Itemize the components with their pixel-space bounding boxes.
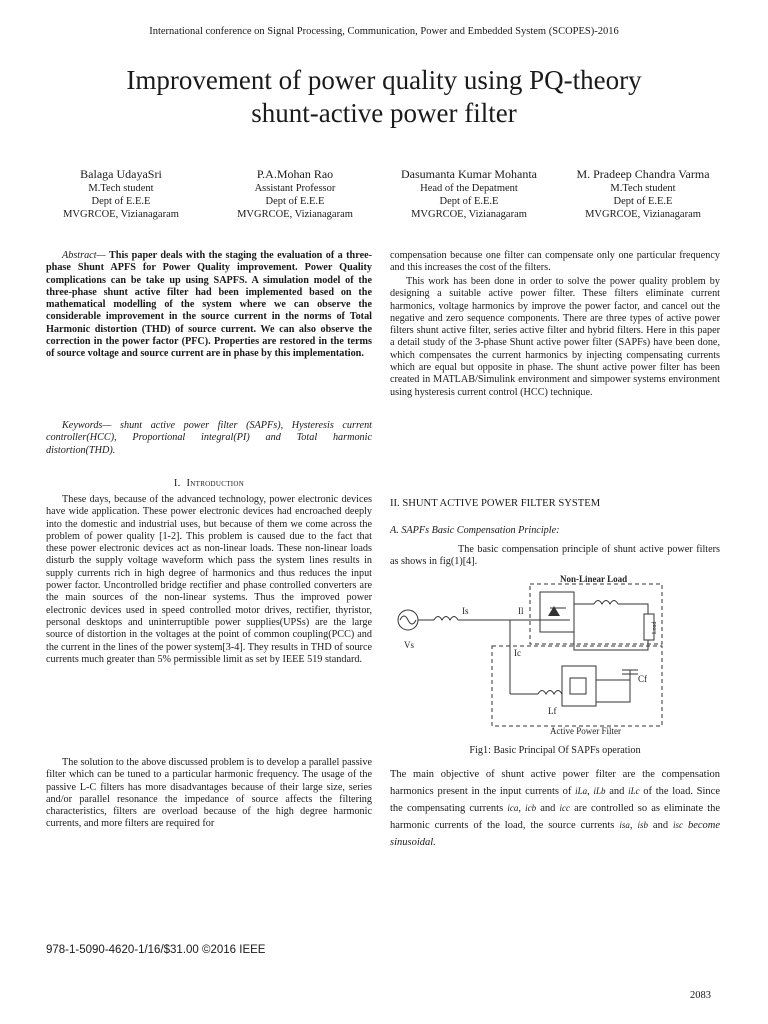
- math-iLa: iLa: [575, 786, 588, 796]
- author-dept: Dept of E.E.E: [613, 196, 673, 207]
- fig-label-vs: Vs: [404, 640, 415, 650]
- math-isb: isb: [637, 820, 648, 830]
- author-affil: MVGRCOE, Vizianagaram: [585, 209, 701, 220]
- author-4: [558, 166, 728, 221]
- author-name: P.A.Mohan Rao: [256, 167, 334, 181]
- math-icb: icb: [525, 803, 537, 813]
- author-dept: Dept of E.E.E: [91, 196, 151, 207]
- keywords-text: shunt active power filter (SAPFs), Hysteresis current controller(HCC), Proportional integral(PI) and Total harmonic distortion(THD).: [46, 420, 372, 456]
- intro-paragraph-2: The solution to the above discussed problem is to develop a parallel passive filter which can be tuned to a particular harmonic frequency. The usage of the passive L-C filters has more disadvantages because of their large size, series and/or parallel resonance the impedance of source affects the filtering characteristics, filters are overload because of the high degree harmonic currents, and more filters are required for: [46, 757, 372, 830]
- source-inductor-icon: [434, 617, 458, 621]
- figure-caption: Fig1: Basic Principal Of SAPFs operation: [469, 745, 641, 756]
- keywords: [46, 420, 372, 457]
- conference-header: International conference on Signal Processing, Communication, Power and Embedded System (SCOPES)-2016: [149, 26, 619, 37]
- paper-title: [40, 64, 728, 130]
- math-iLb: iLb: [593, 786, 606, 796]
- footer-isbn: 978-1-5090-4620-1/16/$31.00 ©2016 IEEE: [46, 944, 266, 956]
- abstract: [46, 250, 372, 361]
- author-role: Assistant Professor: [254, 183, 336, 194]
- math-isa: isa: [619, 820, 630, 830]
- fig-label-is: Is: [462, 606, 469, 616]
- load-inductor-icon: [594, 601, 618, 605]
- author-affil: MVGRCOE, Vizianagaram: [237, 209, 353, 220]
- math-iLc: iLc: [628, 786, 640, 796]
- fig-label-cf: Cf: [638, 674, 647, 684]
- keywords-label: Keywords—: [62, 420, 112, 431]
- fig-label-il: Il: [518, 606, 524, 616]
- author-name: Balaga UdayaSri: [80, 167, 162, 181]
- fig-label-lf: Lf: [548, 706, 557, 716]
- author-affil: MVGRCOE, Vizianagaram: [411, 209, 527, 220]
- sine-wave-icon: [400, 616, 416, 624]
- math-icc: icc: [559, 803, 570, 813]
- fig-label-load: Load: [652, 621, 658, 634]
- author-dept: Dept of E.E.E: [265, 196, 325, 207]
- abstract-text: This paper deals with the staging the evaluation of a three- phase Shunt APFS for Power Quality improvement. Power Quality complications can be take up using SAPFS. A simulation model of the three-phase shunt active filter had been implemented based on the mathematical modelling of the system where we can observe the considerable improvement in the source current in the norms of Total Harmonic distortion (THD) of source current. We can also observe the correction in the power factor (PFC). Properties are restored in the terms of source voltage and source current are in phase by this implementation.: [46, 250, 372, 360]
- author-name: Dasumanta Kumar Mohanta: [401, 167, 537, 181]
- section-1-heading: [46, 478, 372, 490]
- inverter-block: [562, 666, 596, 706]
- author-2: [220, 166, 370, 221]
- main-objective-paragraph: The main objective of shunt active power filter are the compensation harmonics present in the input currents of iLa, iLb and iLc of the load. Since the compensating currents ica, icb and icc are controlled so as eliminate the harmonic currents of the load, the source currents isa, isb and isc become sinusoidal.: [390, 769, 721, 848]
- right-paragraph-2: This work has been done in order to solve the power quality problem by designing a suitable active power filter. These filters eliminate current harmonics, voltage harmonics by improve the power factor, and cancel out the negative and zero sequence components. There are three types of active power filters shunt active filter, series active filter and hybrid filters. Here in this paper a detail study of the 3-phase Shunt active power filter (SAPFs) have been done, which compensates the current harmonics by injecting compensating currents which are equal but opposite in phase. The shunt active power filter has been created in MATLAB/Simulink environment and simpower systems environment using hysteresis current control (HCC) technique.: [390, 276, 720, 398]
- sapf-circuit-diagram: [390, 574, 672, 736]
- math-isc: isc: [673, 820, 684, 830]
- fig-label-nonlinear-load: Non-Linear Load: [560, 574, 628, 584]
- sapf-intro: The basic compensation principle of shunt active power filters as shows in fig(1)[4].: [390, 544, 720, 568]
- author-1: [46, 166, 196, 221]
- title-line-1: Improvement of power quality using PQ-theory: [126, 65, 642, 95]
- fig-label-apf: Active Power Filter: [550, 726, 621, 736]
- page-number: 2083: [690, 990, 711, 1001]
- fig-label-ic: Ic: [514, 648, 521, 658]
- math-ica: ica: [507, 803, 519, 813]
- section-title: Introduction: [186, 478, 245, 489]
- filter-inductor-icon: [538, 691, 562, 695]
- intro-paragraph-1: These days, because of the advanced technology, power electronic devices have wide application. These power electronic devices had encroached deeply into the domestic and industrial uses, but because of them we come across the problem of power quality [1-2]. This problem is caused due to the fact that these power electronic devices act as non-linear loads. These non-linear loads disturb the supply voltage waveform which pass the system lines results in supply currents rich in high degree of harmonics and thus reduces the input power factor. Uncontrolled bridge rectifier and phase controlled converters are the main sources of the non-linear systems. Thus the improved power electronic devices used in speed controlled motor drives, rectifier, thyristor, personal desktops and uninterruptible power supplies(UPSs) are the large source of distortion in the voltages at the point of common coupling(PCC) and the current in the lines of the power system[3-4]. They results in THD of source currents much greater than 5% permissible limit as set by IEEE 519 standard.: [46, 494, 372, 665]
- title-line-2: shunt-active power filter: [251, 98, 517, 128]
- author-affil: MVGRCOE, Vizianagaram: [63, 209, 179, 220]
- author-name: M. Pradeep Chandra Varma: [576, 167, 710, 181]
- author-role: M.Tech student: [88, 183, 154, 194]
- section-number: I.: [173, 478, 181, 489]
- author-3: [384, 166, 554, 221]
- author-role: Head of the Depatment: [420, 183, 518, 194]
- apf-boundary: [492, 646, 662, 726]
- right-paragraph-1: compensation because one filter can compensate only one particular frequency and this increases the cost of the filters.: [390, 250, 720, 274]
- abstract-label: Abstract—: [62, 250, 106, 261]
- author-role: M.Tech student: [610, 183, 676, 194]
- subsection-a-heading: A. SAPFs Basic Compensation Principle:: [390, 525, 560, 536]
- author-dept: Dept of E.E.E: [439, 196, 499, 207]
- section-2-heading: II. SHUNT ACTIVE POWER FILTER SYSTEM: [390, 498, 601, 509]
